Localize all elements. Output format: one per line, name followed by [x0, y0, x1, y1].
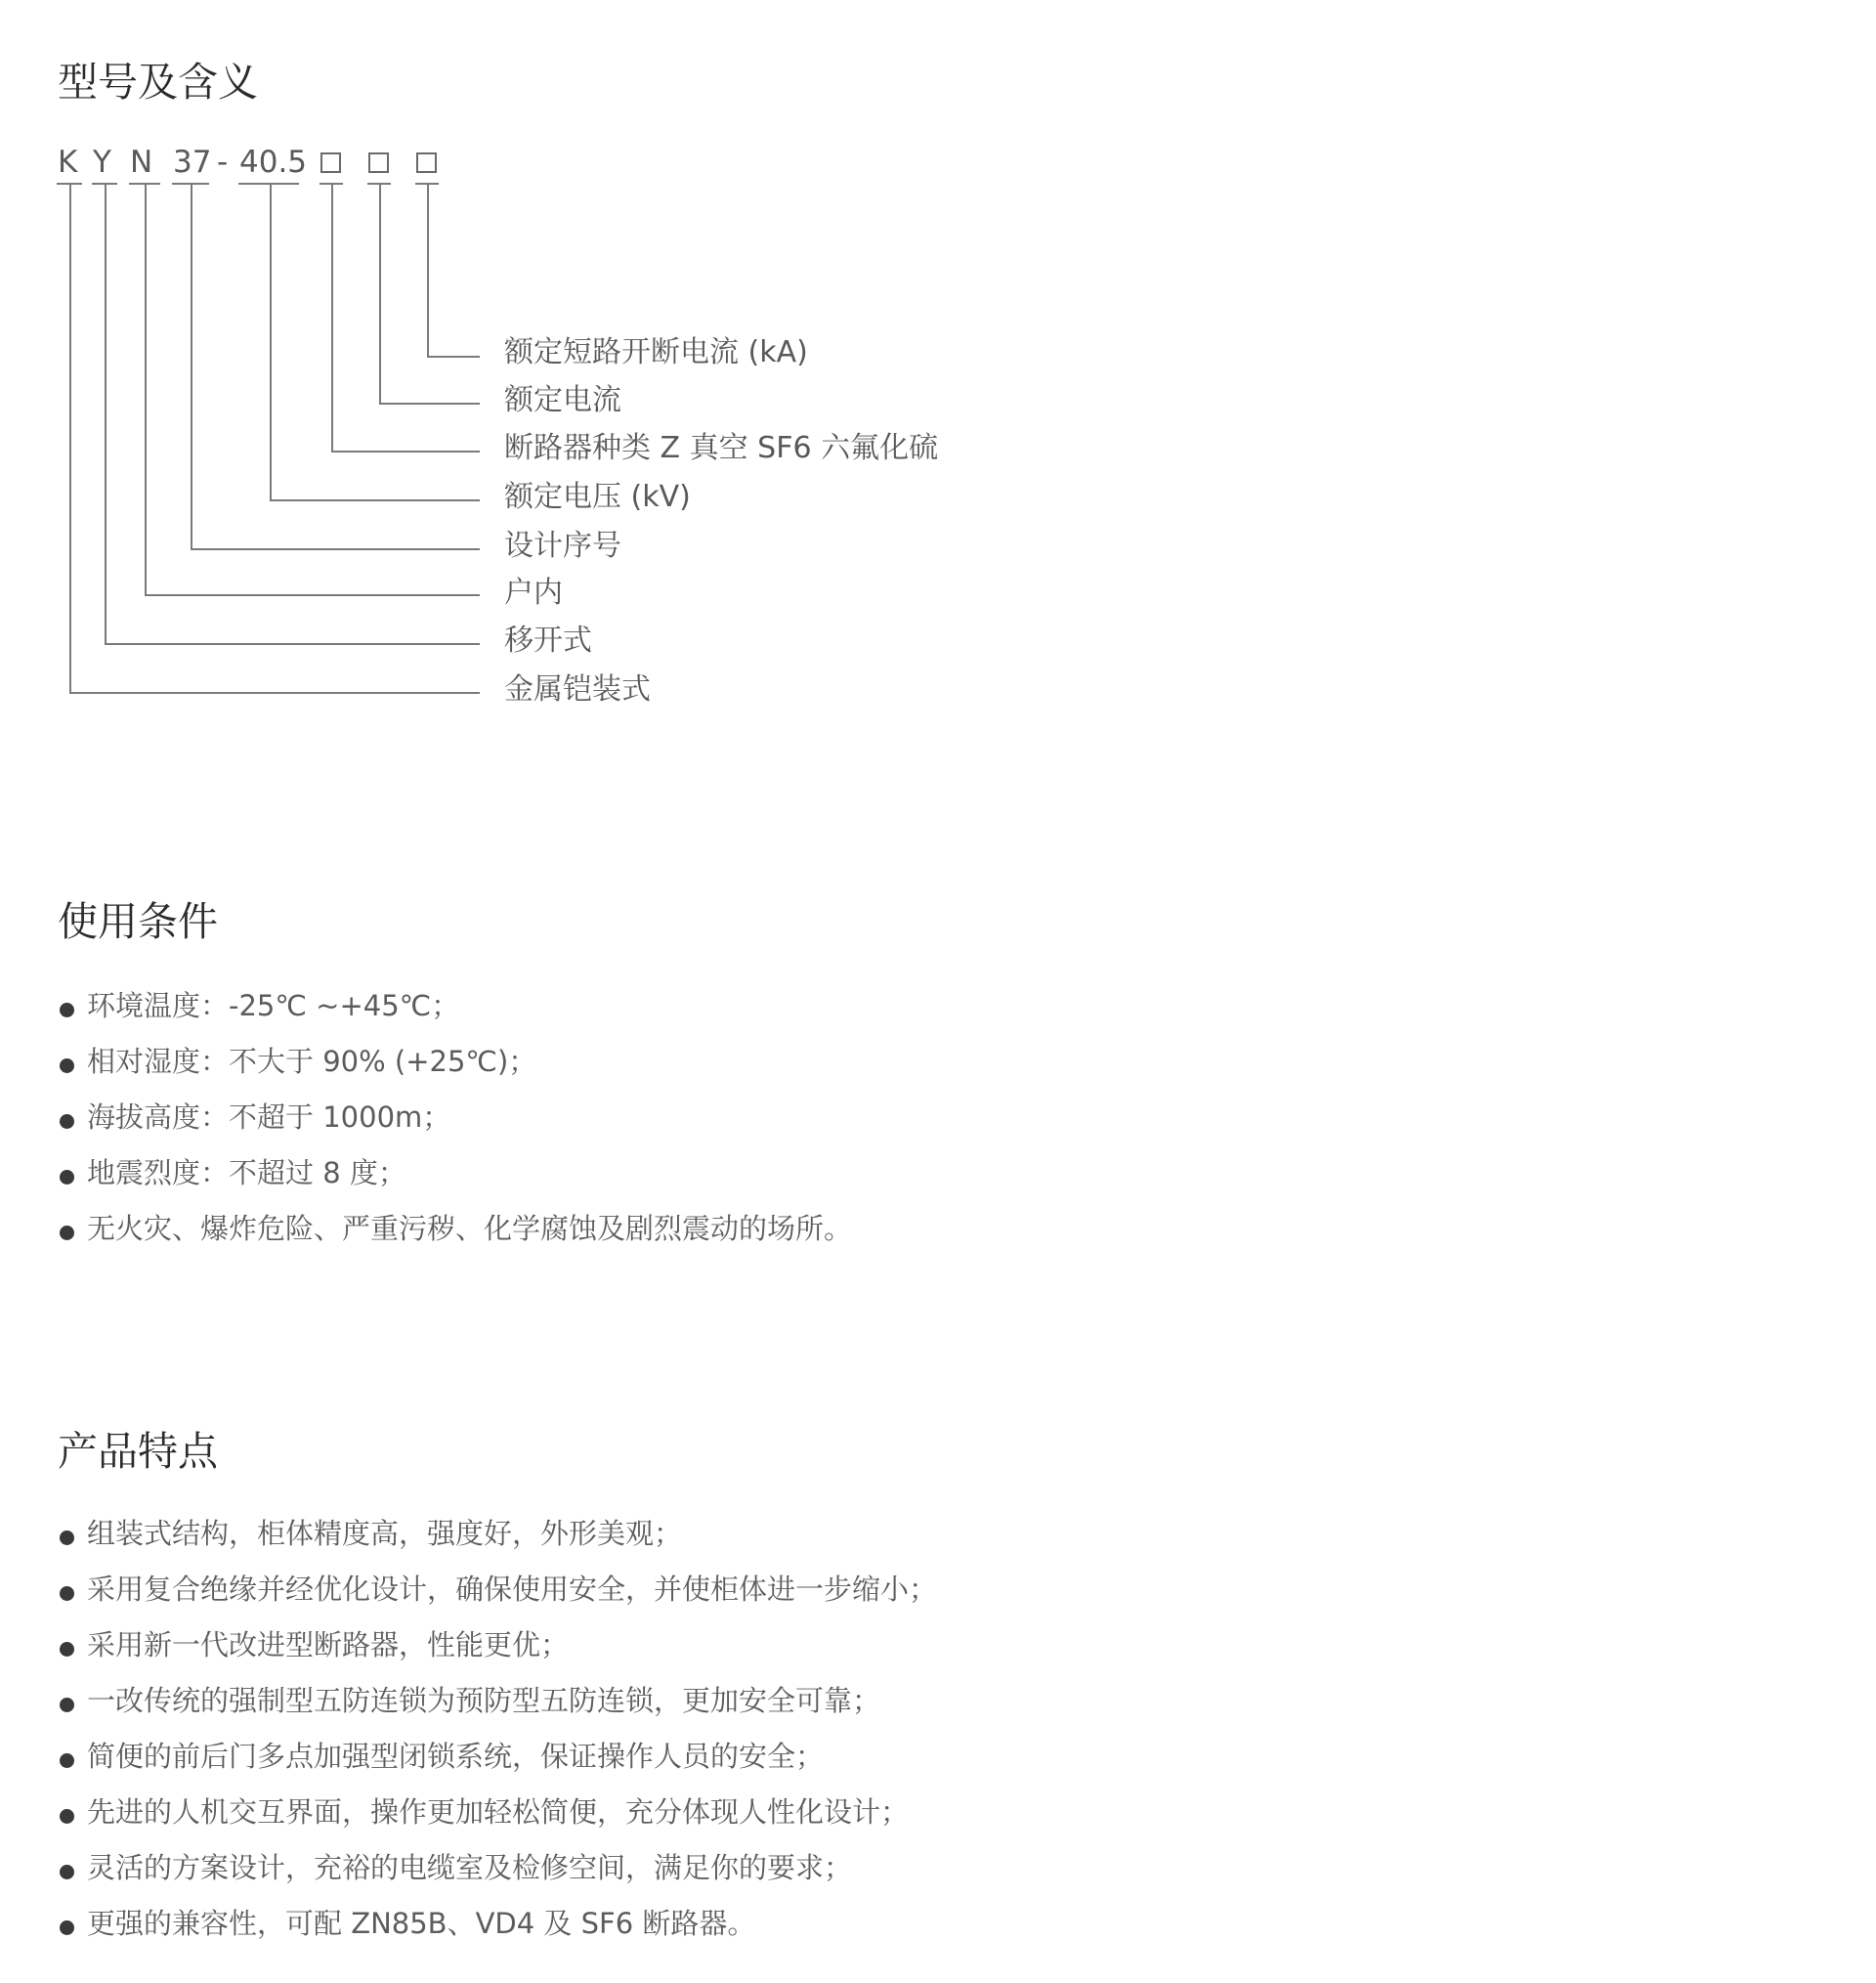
- bullet-dot: [60, 1642, 74, 1657]
- bullet-dot: [60, 1058, 74, 1073]
- list-item: 相对湿度：不大于 90% (+25℃)；: [58, 1037, 852, 1093]
- code-k: K: [58, 145, 78, 180]
- bullet-dot: [60, 1753, 74, 1768]
- bullet-dot: [60, 1003, 74, 1017]
- code-box-rated-current: [368, 152, 389, 173]
- list-item: 更强的兼容性，可配 ZN85B、VD4 及 SF6 断路器。: [58, 1899, 937, 1955]
- meaning-metal-clad: 金属铠装式: [504, 672, 651, 707]
- meaning-rated-current: 额定电流: [504, 383, 621, 417]
- list-item: 一改传统的强制型五防连锁为预防型五防连锁，更加安全可靠；: [58, 1676, 937, 1732]
- list-item: 采用复合绝缘并经优化设计，确保使用安全，并使柜体进一步缩小；: [58, 1565, 937, 1620]
- meaning-rated-voltage: 额定电压 (kV): [504, 480, 691, 514]
- meaning-breaker-type: 断路器种类 Z 真空 SF6 六氟化硫: [504, 431, 939, 465]
- list-item: 灵活的方案设计，充裕的电缆室及检修空间，满足你的要求；: [58, 1843, 937, 1899]
- conditions-list: [58, 981, 852, 1260]
- conditions-section-title: 使用条件: [58, 898, 218, 945]
- list-item: 环境温度：-25℃ ~+45℃；: [58, 981, 852, 1037]
- code-box-breaking-current: [416, 152, 437, 173]
- features-section-title: 产品特点: [58, 1428, 218, 1475]
- bullet-dot: [60, 1865, 74, 1879]
- bullet-dot: [60, 1114, 74, 1129]
- code-dash: -: [217, 145, 229, 180]
- bullet-dot: [60, 1226, 74, 1240]
- list-item: 简便的前后门多点加强型闭锁系统，保证操作人员的安全；: [58, 1732, 937, 1788]
- list-item: 组装式结构，柜体精度高，强度好，外形美观；: [58, 1509, 937, 1565]
- bullet-dot: [60, 1586, 74, 1601]
- bullet-dot: [60, 1809, 74, 1824]
- code-voltage: 40.5: [239, 145, 308, 180]
- bullet-dot: [60, 1698, 74, 1712]
- meaning-breaking-current: 额定短路开断电流 (kA): [504, 335, 808, 369]
- list-item: 先进的人机交互界面，操作更加轻松简便，充分体现人性化设计；: [58, 1788, 937, 1843]
- list-item: 地震烈度：不超过 8 度；: [58, 1148, 852, 1204]
- bullet-dot: [60, 1920, 74, 1935]
- bullet-dot: [60, 1170, 74, 1185]
- code-n: N: [130, 145, 153, 180]
- meaning-indoor: 户内: [504, 576, 563, 610]
- model-section-title: 型号及含义: [58, 59, 258, 106]
- meaning-design-number: 设计序号: [504, 529, 621, 563]
- bullet-dot: [60, 1530, 74, 1545]
- leader-line-metal-clad: [69, 185, 480, 694]
- list-item: 无火灾、爆炸危险、严重污秽、化学腐蚀及剧烈震动的场所。: [58, 1204, 852, 1260]
- code-design-number: 37: [173, 145, 212, 180]
- list-item: 海拔高度：不超于 1000m；: [58, 1093, 852, 1148]
- features-list: [58, 1509, 937, 1955]
- meaning-withdrawable: 移开式: [504, 624, 592, 658]
- list-item: 采用新一代改进型断路器，性能更优；: [58, 1620, 937, 1676]
- code-box-breaker-type: [320, 152, 341, 173]
- code-y: Y: [93, 145, 111, 180]
